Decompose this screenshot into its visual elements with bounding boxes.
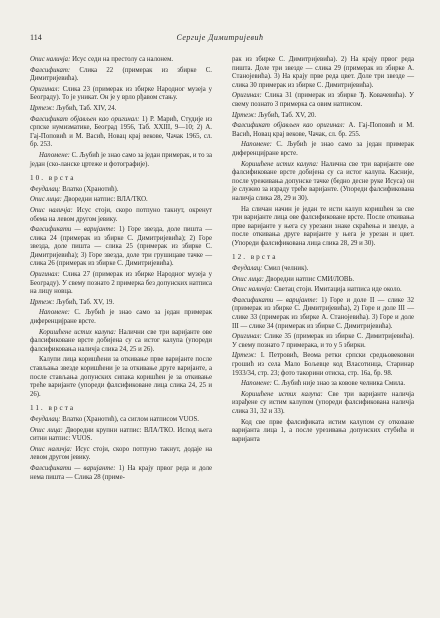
paragraph	[232, 265, 414, 274]
paragraph	[232, 112, 414, 121]
field-label: Оригинал:	[30, 271, 60, 279]
paragraph	[30, 67, 212, 84]
right-column	[232, 56, 414, 446]
paragraph-text: Налична све три варијанте ове фалсификоване врсте добијена су са истог калупа. Касније, после уреживања допунске тачке (бедно десне руке Исуса) он је служио за израду треће варијанте. (Упореди фалсификована наличја слика 28, 29 и 30).	[232, 160, 414, 202]
paragraph-text: Калупи лица коришћени за откивање прве варијанте после стављања звезде коришћени је за откивање друге варијанте, а после стављања допунских сипака коришћен је за откивање треће варијанте (упореди фалсификоване лица слика 24, 25 и 26).	[30, 356, 212, 398]
paragraph-text: Дворедни натпис: ВЛА/ТКО.	[63, 196, 148, 204]
field-label: Напомене:	[39, 151, 70, 159]
paragraph-text: С. Љубић је знао само за један примерак диференцијране врсте.	[30, 309, 212, 326]
paragraph	[30, 116, 212, 150]
paragraph	[30, 356, 212, 399]
paragraph	[232, 391, 414, 417]
field-label: Коришћене истих калупа:	[39, 328, 116, 336]
paragraph-text: Љубић, Таб. XV, 20.	[258, 111, 317, 119]
paragraph	[232, 56, 414, 90]
field-label: Опис наличја:	[30, 445, 73, 453]
paragraph-text: А. Гај-Поповић и М. Васић, Новац крај векове, Чачак, сл. бр. 255.	[232, 122, 415, 138]
paragraph-text: Смил (челник).	[264, 265, 309, 273]
paragraph-text: Дворедни натпис СМИ/ЛОВЬ.	[265, 275, 355, 283]
field-label: Опис лица:	[232, 275, 264, 283]
paragraph-text: Светац стоји. Имитација натписа иде около.	[274, 286, 402, 294]
paragraph	[232, 419, 414, 445]
paragraph-text: 1) На крају првог реда и доле нема пишта — Слика 28 (приме-	[30, 464, 213, 481]
field-label: Цртеж:	[30, 298, 55, 306]
paragraph-text: Исус стоји, скоро потпуно такнут, окренут обема на левом другом јевику.	[30, 206, 212, 223]
paragraph-text: Слика 23 (примерак из збирке Народног музеја у Београду). То је уникат. Он је у врло рђавом стању.	[30, 85, 213, 102]
paragraph	[232, 297, 414, 331]
paragraph	[30, 309, 212, 326]
field-label: Феудалац:	[30, 415, 61, 423]
paragraph-text: Љубић, Таб. XIV, 24.	[56, 104, 117, 112]
paragraph-text: Налични све три варијанте ове фалсификоване врсте добијена су са истог калупа (упореди фалсификовања наличја слика 24, 25 и 26).	[30, 328, 212, 353]
field-label: Фалсификати — варијанте:	[30, 226, 116, 234]
field-label: Цртеж:	[232, 352, 257, 360]
paragraph-text: Исус стоји, скоро потпуно такнут, додаје на левом другом јевику.	[30, 445, 212, 462]
field-label: Опис наличја:	[232, 286, 273, 294]
paragraph-text: С. Љубић је знао само за један примерак, и то за један (ско-ланске цртеже и фотографије).	[30, 151, 212, 168]
paragraph-text: Слика 27 (примерак из збирке Народног музеја у Београду). У свему познато 2 примерка без допунских натписа на лицу новца.	[30, 271, 213, 296]
paragraph-text: С. Љубић није знао за ковове челника Смила.	[273, 380, 406, 388]
paragraph	[232, 206, 414, 249]
paragraph-text: Све три варијанте наличја израђене су истим калупом (упореди фалсификована наличја слика 31, 32 и 33).	[232, 390, 414, 415]
paragraph-text: I. Петровић, Веома ретки српски средњовековни грошић из села Мало Бољевце код Власотинца, Старинар 1933/34, стр. 23; фото такорини отиска, стр. 16а, бр. 98.	[232, 352, 414, 377]
running-title: Сергије Димитријевић	[176, 33, 264, 42]
field-label: Опис лица:	[30, 196, 62, 204]
field-label: Коришћене истих калупа:	[241, 390, 323, 398]
paragraph	[30, 446, 212, 463]
field-label: Феудалац:	[30, 185, 61, 193]
field-label: Фалсификат објављен као оригинал:	[232, 122, 345, 130]
paragraph-text: рак из збирке С. Димитријевића). 2) На крају првог реда пишта. Доле три звезде — слика 29 (примерак из збирке А. Станојевића). 3) На крају прве реда цвет. Доле три звезде — слика 30 примерак из збирке С. Димитријевића).	[232, 56, 414, 89]
paragraph-text: Исус седи на престолу са налонем.	[72, 56, 174, 63]
field-label: Фалсификат:	[30, 66, 71, 74]
paragraph-text: 1) Р. Марић, Студије из српске нумизматике, Београд 1956, Таб. XXIII, 9—10; 2) А. Гај-Поповић и М. Васић, Новац крај векове, Чачак 1965, сл. бр. 253.	[30, 115, 212, 149]
paragraph-text: 1) Горе и доле II — слике 32 (примерак из збирке С. Димитријевића), 2) Горе и доле III — слике 33 (примерак из збирке А. Станојевића). 3) Горе и доле III — слике 34 (примерак из збирке С. Димитријевића).	[232, 296, 414, 330]
field-label: Цртеж:	[30, 104, 55, 112]
field-label: Оригинал:	[232, 92, 262, 100]
field-label: Опис наличја:	[30, 56, 71, 63]
section-heading: 10. врста	[30, 174, 76, 183]
paragraph	[232, 161, 414, 204]
field-label: Напомене:	[241, 380, 272, 388]
paragraph-text: Слика 22 (примерак из збирке С. Димитријевића).	[30, 66, 213, 83]
field-label: Фалсификат објављен као оригинал:	[30, 115, 140, 123]
field-label: Оригинал:	[30, 85, 60, 93]
paragraph	[30, 186, 212, 195]
paragraph	[30, 196, 212, 205]
paragraph	[232, 286, 414, 295]
paragraph	[232, 333, 414, 350]
paragraph	[232, 352, 414, 378]
left-column	[30, 56, 212, 484]
field-label: Фалсификати — варијанте:	[232, 296, 318, 304]
page-header	[30, 33, 410, 45]
field-label: Оригинал:	[232, 333, 262, 341]
field-label: Напомене:	[39, 309, 70, 317]
paragraph	[232, 122, 414, 139]
paragraph	[30, 299, 212, 308]
paragraph	[232, 141, 414, 158]
paragraph-text: Слика 31 (примерак из збирке Ђ. Ковачевића). У свему познато 3 примерка са овим натписом.	[232, 92, 414, 108]
paragraph-text: Дворедни крупни натпис: ВЛА/ТКО. Испод њега ситни натпис: VUOS.	[30, 426, 212, 443]
paragraph	[30, 271, 212, 297]
paragraph-text: С. Љубић је знао само за један примерак диференцијране врсте.	[232, 141, 414, 157]
paragraph	[30, 105, 212, 114]
paragraph-text: Слике 35 (примерак из збирке С. Димитријевића). У свему познато 7 примерака, и то у 5 збирки.	[232, 333, 414, 349]
paragraph	[30, 56, 212, 65]
field-label: Опис наличја:	[30, 206, 73, 214]
field-label: Цртеж:	[232, 111, 257, 119]
paragraph	[232, 380, 414, 389]
paragraph	[30, 465, 212, 482]
section-heading: 12. врста	[232, 253, 278, 262]
field-label: Фалсификати — варијанте:	[30, 464, 116, 472]
paragraph	[30, 329, 212, 355]
paragraph	[30, 416, 212, 425]
paragraph	[232, 92, 414, 109]
paragraph-text: Љубић, Таб. XV, 19.	[56, 298, 115, 306]
paragraph-text: Код све прве фалсификата истим калупом су отковане варијанта лица 1, а после урезивања допунских стубића и варијанта	[232, 418, 414, 443]
paragraph-text: Влатко (Хранотић), са сиглом натписом VUOS.	[62, 415, 199, 423]
field-label: Опис лица:	[30, 426, 63, 434]
paragraph-text: 1) Горе звезда, доле пишта — слика 24 (примерак из збирке С. Димитријевића); 2) Горе звезда, доле пишта — слика 25 (примерак из збирке С. Димитријевића); 3) Горе звезда, доле три грушицаве тачке — слика 26 (примерак из збирке С. Димитријевића).	[30, 226, 213, 268]
paragraph-text: Влатко (Хранотић).	[62, 185, 119, 193]
section-heading: 11. врста	[30, 404, 76, 413]
paragraph	[232, 276, 414, 285]
paragraph	[30, 86, 212, 103]
paragraph	[30, 207, 212, 224]
field-label: Феудалац:	[232, 265, 263, 273]
paragraph	[30, 152, 212, 169]
page-number: 114	[30, 33, 42, 42]
paragraph	[30, 226, 212, 269]
paragraph	[30, 427, 212, 444]
paragraph-text: На сличан начин је један те исти калуп коришћен за све три варијанте лица ове фалсификоване врсте. После откивања прве варијанте у њега су урезани знаке скраћења и звезде, а после откивања друге варијанте у њега је урезан и цвет. (Упореди фалсификована лица слика 28, 29 и 30).	[232, 205, 414, 247]
field-label: Напомене:	[241, 141, 272, 149]
field-label: Коришћене истих калупа:	[241, 160, 319, 168]
